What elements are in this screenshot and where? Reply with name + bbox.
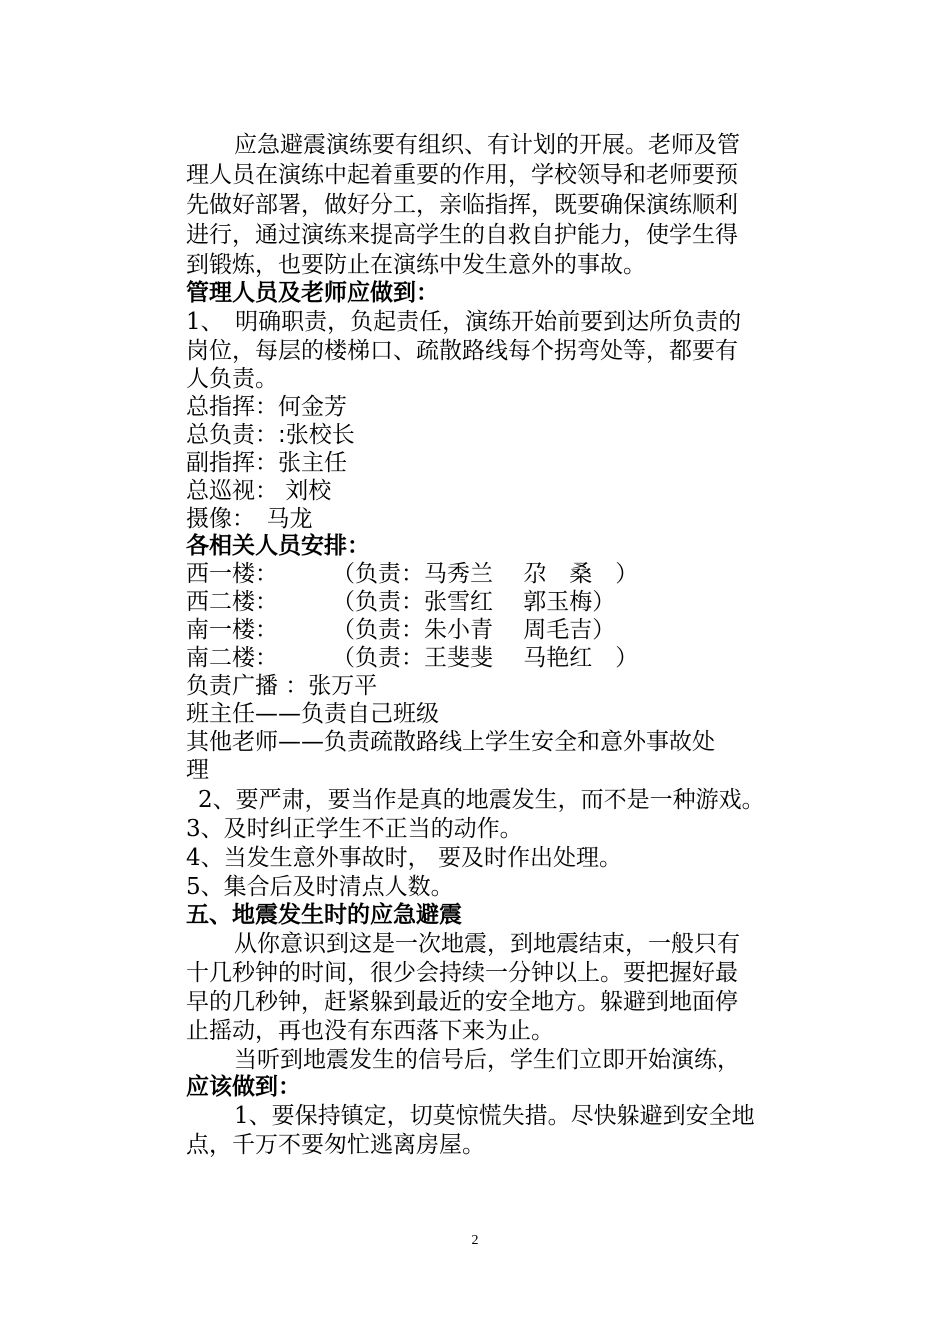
floor-detail: （负责：马秀兰 尕 桑 ）: [332, 561, 639, 587]
floor-detail: （负责：张雪红 郭玉梅）: [332, 589, 616, 615]
floor-detail: （负责：朱小青 周毛吉）: [332, 617, 616, 643]
role-line: 总指挥：何金芳: [186, 394, 347, 420]
broadcast-line: 负责广播 ：张万平: [186, 673, 378, 699]
item-line: 5、集合后及时清点人数。: [186, 874, 454, 900]
should-item-line: 1、要保持镇定，切莫惊慌失措。尽快躲避到安全地: [234, 1103, 755, 1129]
role-line: 摄像： 马龙: [186, 506, 313, 532]
floor-name: 南二楼：: [186, 645, 278, 671]
heading-staff: 管理人员及老师应做到：: [186, 280, 439, 306]
role-line: 总负责：:张校长: [186, 422, 355, 448]
item-line: 4、当发生意外事故时， 要及时作出处理。: [186, 845, 622, 871]
item1-line: 岗位，每层的楼梯口、疏散路线每个拐弯处等，都要有: [186, 338, 738, 364]
heading-section5: 五、地震发生时的应急避震: [186, 902, 462, 928]
floor-name: 西一楼：: [186, 561, 278, 587]
other-teachers-line: 理: [186, 757, 209, 783]
floor-detail: （负责：王斐斐 马艳红 ）: [332, 645, 639, 671]
signal-line: 当听到地震发生的信号后，学生们立即开始演练，: [234, 1047, 740, 1073]
item1-line: 1、 明确职责，负起责任，演练开始前要到达所负责的: [186, 309, 742, 335]
item-line: 3、及时纠正学生不正当的动作。: [186, 816, 523, 842]
item1-line: 人负责。: [186, 366, 278, 392]
intro-line: 理人员在演练中起着重要的作用，学校领导和老师要预: [186, 162, 738, 188]
role-line: 副指挥：张主任: [186, 450, 347, 476]
should-item-line: 点，千万不要匆忙逃离房屋。: [186, 1132, 485, 1158]
section5-line: 从你意识到这是一次地震，到地震结束，一般只有: [234, 931, 740, 957]
intro-line: 到锻炼，也要防止在演练中发生意外的事故。: [186, 252, 646, 278]
intro-line: 应急避震演练要有组织、有计划的开展。老师及管: [234, 132, 740, 158]
heading-should: 应该做到：: [186, 1074, 301, 1100]
page-number: 2: [471, 1233, 479, 1248]
floor-name: 南一楼：: [186, 617, 278, 643]
item-line: 2、要严肃，要当作是真的地震发生，而不是一种游戏。: [198, 787, 765, 813]
section5-line: 止摇动，再也没有东西落下来为止。: [186, 1018, 554, 1044]
section5-line: 早的几秒钟，赶紧躲到最近的安全地方。躲避到地面停: [186, 989, 738, 1015]
other-teachers-line: 其他老师——负责疏散路线上学生安全和意外事故处: [186, 729, 715, 755]
role-line: 总巡视： 刘校: [186, 478, 332, 504]
heading-arrange: 各相关人员安排：: [186, 533, 370, 559]
floor-name: 西二楼：: [186, 589, 278, 615]
intro-line: 先做好部署，做好分工，亲临指挥，既要确保演练顺利: [186, 192, 738, 218]
section5-line: 十几秒钟的时间，很少会持续一分钟以上。要把握好最: [186, 960, 738, 986]
class-teacher-line: 班主任——负责自己班级: [186, 701, 439, 727]
intro-line: 进行，通过演练来提高学生的自救自护能力，使学生得: [186, 222, 738, 248]
